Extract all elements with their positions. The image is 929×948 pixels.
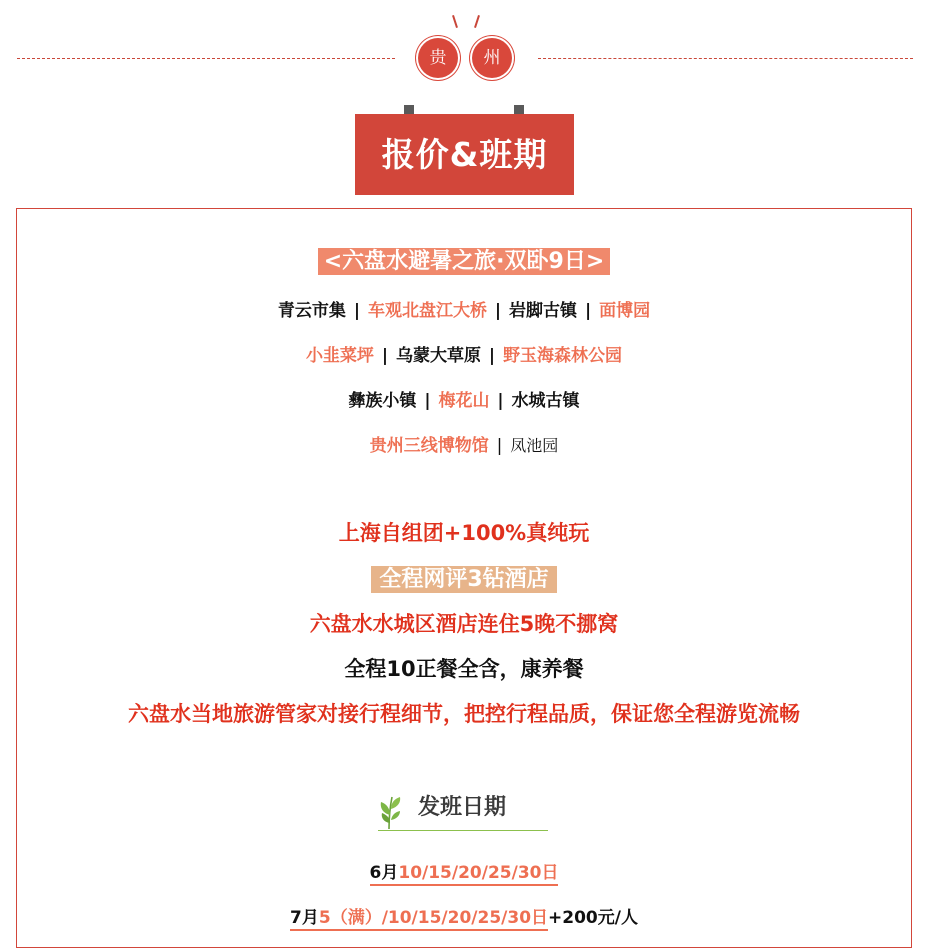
spot-noodle-museum: 面博园 — [599, 301, 651, 321]
itinerary-row-3 — [16, 386, 912, 411]
june-month: 6月 — [369, 863, 399, 883]
spot-xiaojiucaiping: 小韭菜坪 — [305, 346, 374, 366]
july-month: 7月 — [290, 908, 319, 928]
route-name-row — [16, 244, 912, 275]
route-name: <六盘水避暑之旅·双卧9日> — [318, 248, 611, 275]
separator: | — [424, 391, 431, 411]
decor-tick-left — [452, 15, 458, 28]
feature-tour-butler: 六盘水当地旅游管家对接行程细节，把控行程品质，保证您全程游览流畅 — [128, 702, 800, 726]
schedule-june — [16, 858, 912, 883]
feature-hotel-row — [16, 562, 912, 593]
june-days: 10/15/20/25/30日 — [398, 863, 559, 883]
region-badge-gui: 贵 — [418, 38, 458, 78]
itinerary-row-1 — [16, 296, 912, 321]
dashed-divider-right — [538, 58, 913, 59]
schedule-heading — [378, 793, 548, 831]
spot-qingyun-market: 青云市集 — [277, 301, 346, 321]
spot-yeyuhai-forest-park: 野玉海森林公园 — [503, 346, 623, 366]
feature-pure-tour: 上海自组团+100%真纯玩 — [338, 521, 590, 545]
itinerary-row-4 — [16, 431, 912, 456]
separator: | — [584, 301, 592, 321]
separator: | — [497, 391, 504, 411]
region-badge-zhou: 州 — [472, 38, 512, 78]
separator: | — [488, 346, 496, 366]
spot-fengchi-garden: 凤池园 — [510, 436, 559, 455]
july-days: 5（满）/10/15/20/25/30日 — [318, 908, 549, 928]
leaf-icon — [378, 793, 404, 829]
schedule-july — [16, 903, 912, 928]
separator: | — [494, 301, 502, 321]
itinerary-row-2 — [16, 341, 912, 366]
feature-3-diamond-hotel: 全程网评3钻酒店 — [371, 566, 556, 593]
separator: | — [381, 346, 389, 366]
separator: | — [496, 436, 503, 456]
separator: | — [353, 301, 361, 321]
spot-shuicheng-town: 水城古镇 — [511, 391, 580, 411]
spot-meihua-mountain: 梅花山 — [438, 391, 490, 411]
page-title: 报价&班期 — [355, 114, 574, 195]
schedule-heading-text: 发班日期 — [418, 795, 507, 820]
dashed-divider-left — [17, 58, 395, 59]
july-surcharge: +200元/人 — [548, 908, 638, 928]
feature-meals: 全程10正餐全含，康养餐 — [344, 657, 584, 681]
spot-sanxian-museum: 贵州三线博物馆 — [369, 436, 489, 456]
spot-yi-town: 彝族小镇 — [348, 391, 417, 411]
feature-stay-5-nights: 六盘水水城区酒店连住5晚不挪窝 — [309, 612, 619, 636]
spot-beipanjiang-bridge: 车观北盘江大桥 — [367, 301, 487, 321]
section-header — [0, 0, 929, 100]
spot-wumeng-grassland: 乌蒙大草原 — [396, 346, 481, 366]
decor-tick-right — [474, 15, 480, 28]
spot-yanjiao-town: 岩脚古镇 — [509, 301, 578, 321]
